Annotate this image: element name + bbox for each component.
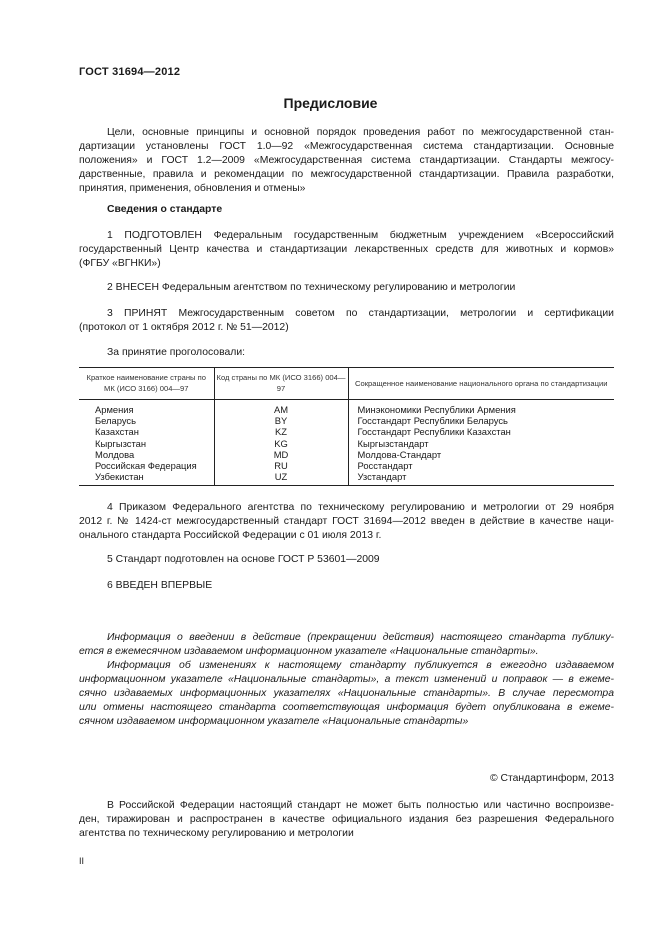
item-4: [79, 501, 614, 543]
table-row: [79, 438, 614, 449]
text-line: 3 ПРИНЯТ Межгосударственным советом по стандартизации, метрологии и сертификации: [107, 308, 614, 319]
text-line: (ФГБУ «ВГНКИ»): [79, 258, 161, 269]
item-5: 5 Стандарт подготовлен на основе ГОСТ Р 53601—2009: [107, 554, 380, 565]
table-row: [79, 426, 614, 437]
text-line: 2012 г. № 1424-ст межгосударственный стандарт ГОСТ 31694—2012 введен в действие в качестве наци-: [79, 516, 614, 527]
text-line: Информация о введении в действие (прекращении действия) настоящего стандарта публику-: [107, 632, 614, 643]
table-row: [79, 415, 614, 426]
text-line: онального стандарта Российской Федерации с 01 июля 2013 г.: [79, 530, 382, 541]
text-line: агентства по техническому регулированию и метрологии: [79, 828, 354, 839]
table-row: [79, 460, 614, 471]
standards-body-cell: Минэкономики Республики Армения: [348, 400, 614, 416]
column-header: Краткое наименование страны по МК (ИСО 3166) 004—97: [79, 368, 214, 400]
text-line: дарственные, правила и рекомендации по межгосударственной стандартизации. Правила разработки,: [79, 169, 614, 180]
country-code-cell: BY: [214, 415, 348, 426]
item-2: 2 ВНЕСЕН Федеральным агентством по техническому регулированию и метрологии: [107, 282, 516, 293]
section-heading: Сведения о стандарте: [107, 204, 223, 215]
country-name-cell: Армения: [95, 404, 134, 415]
column-header: Код страны по МК (ИСО 3166) 004—97: [214, 368, 348, 400]
country-code-cell: UZ: [214, 471, 348, 486]
item-6: 6 ВВЕДЕН ВПЕРВЫЕ: [107, 580, 213, 591]
country-name-cell: Российская Федерация: [95, 460, 197, 472]
country-name-cell: Узбекистан: [79, 471, 214, 486]
country-code-cell: RU: [214, 460, 348, 471]
column-header: Сокращенное наименование национального органа по стандартизации: [348, 368, 614, 400]
text-line: ден, тиражирован и распространен в качестве официального издания без разрешения Федерального: [79, 814, 614, 825]
document-header: ГОСТ 31694—2012: [79, 66, 181, 78]
country-name-cell: Казахстан: [95, 426, 139, 438]
text-line: 4 Приказом Федерального агентства по техническому регулированию и метрологии от 29 ноября: [107, 502, 614, 513]
standards-body-cell: Госстандарт Республики Беларусь: [348, 415, 614, 426]
standards-body-cell: Молдова-Стандарт: [348, 449, 614, 460]
text-line: ется в ежемесячном издаваемом информационном указателе «Национальные стандарты».: [79, 646, 539, 657]
page-number: II: [79, 856, 85, 866]
country-code-cell: KZ: [214, 426, 348, 437]
table-row: [79, 471, 614, 486]
notice-changes: [79, 659, 614, 729]
item-3: [79, 307, 614, 335]
country-name-cell: Молдова: [95, 448, 135, 460]
text-line: или отмены настоящего стандарта соответствующая информация будет опубликована в ежеме-: [79, 702, 614, 713]
legal-notice: [79, 799, 614, 841]
text-line: Цели, основные принципы и основной порядок проведения работ по межгосударственной стан-: [107, 127, 614, 138]
text-line: принятия, применения, обновления и отмены»: [79, 183, 306, 194]
text-line: (протокол от 1 октября 2012 г. № 51—2012): [79, 322, 289, 333]
country-code-cell: MD: [214, 449, 348, 460]
text-line: государственный Центр качества и стандартизации лекарственных средств для животных и кормов»: [79, 244, 614, 255]
voting-table: [79, 367, 614, 486]
text-line: сячном издаваемом информационном указателе «Национальные стандарты»: [79, 716, 469, 727]
text-line: дартизации установлены ГОСТ 1.0—92 «Межгосударственная система стандартизации. Основные: [79, 141, 614, 152]
country-code-cell: KG: [214, 438, 348, 449]
standards-body-cell: Узстандарт: [348, 471, 614, 486]
item-1: [79, 229, 614, 271]
intro-paragraph: [79, 126, 614, 196]
standards-body-cell: Кыргызстандарт: [348, 438, 614, 449]
text-line: сячно издаваемых информационных указателях «Национальные стандарты». В случае пересмотра: [79, 688, 614, 699]
vote-intro: За принятие проголосовали:: [107, 347, 246, 358]
standards-body-cell: Госстандарт Республики Казахстан: [348, 426, 614, 437]
country-name-cell: Кыргызстан: [95, 437, 147, 449]
text-line: информационном указателе «Национальные стандарты», а текст изменений и поправок — в ежеме-: [79, 674, 614, 685]
country-name-cell: Беларусь: [95, 415, 137, 427]
text-line: 1 ПОДГОТОВЛЕН Федеральным государственным бюджетным учреждением «Всероссийский: [107, 230, 614, 241]
copyright-notice: © Стандартинформ, 2013: [489, 773, 614, 784]
table-header-row: [79, 368, 614, 400]
country-code-cell: AM: [214, 400, 348, 416]
text-line: В Российской Федерации настоящий стандарт не может быть полностью или частично воспроизве-: [107, 800, 614, 811]
table-row: [79, 449, 614, 460]
notice-publication: [79, 631, 614, 659]
text-line: Информация об изменениях к настоящему стандарту публикуется в ежегодно издаваемом: [107, 660, 614, 671]
page-title: Предисловие: [283, 95, 378, 111]
text-line: положения» и ГОСТ 1.2—2009 «Межгосударственная система стандартизации. Стандарты межгосу-: [79, 155, 614, 166]
table-row: [79, 400, 614, 416]
standards-body-cell: Росстандарт: [348, 460, 614, 471]
